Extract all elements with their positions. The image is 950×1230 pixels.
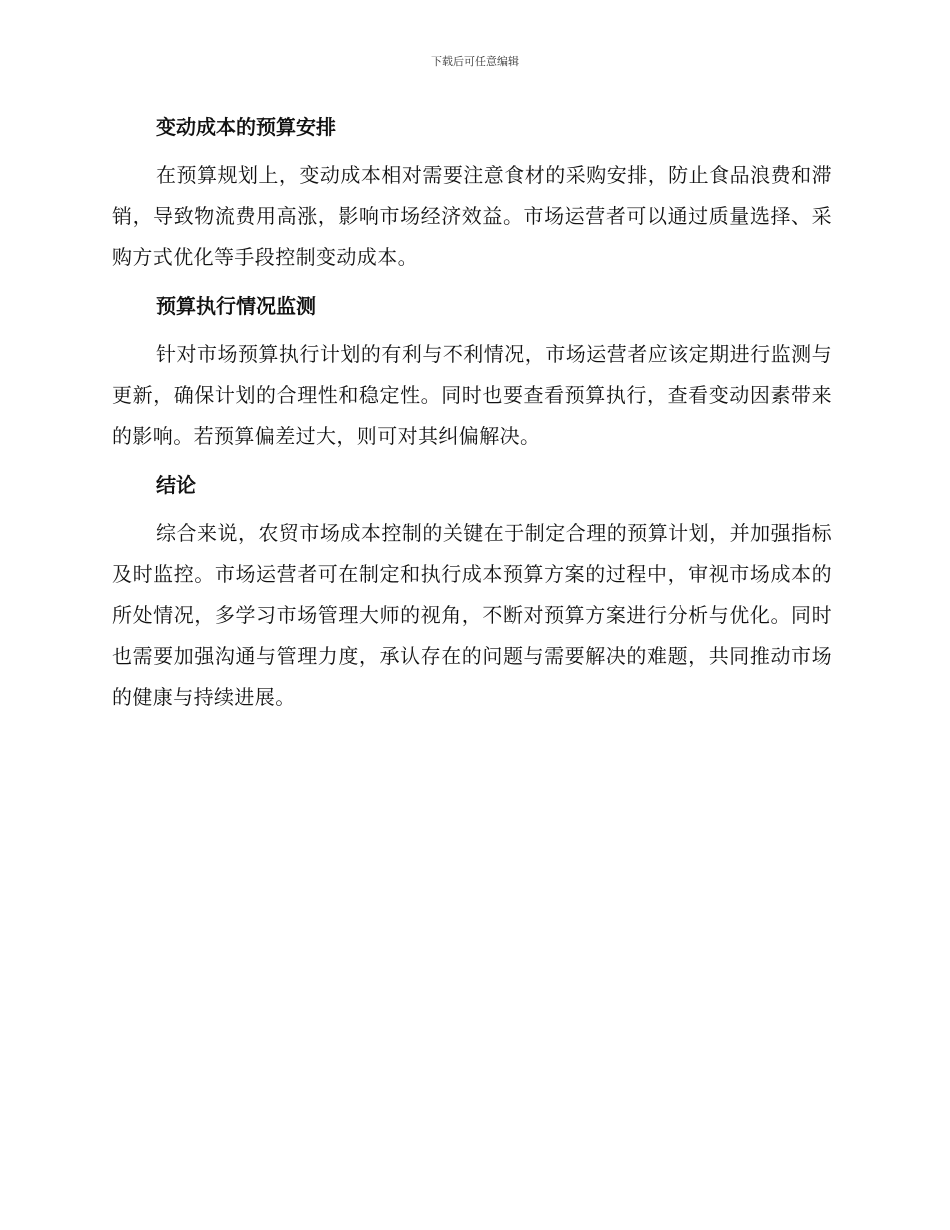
section-heading-budget-monitoring: 预算执行情况监测 bbox=[156, 294, 316, 318]
section-heading-variable-cost-budget: 变动成本的预算安排 bbox=[156, 115, 336, 139]
section-paragraph-budget-monitoring: 针对市场预算执行计划的有利与不利情况，市场运营者应该定期进行监测与更新，确保计划的合理性和稳定性。同时也要查看预算执行，查看变动因素带来的影响。若预算偏差过大，则可对其纠偏解决。 bbox=[112, 342, 832, 448]
section-paragraph-conclusion: 综合来说，农贸市场成本控制的关键在于制定合理的预算计划，并加强指标及时监控。市场运营者可在制定和执行成本预算方案的过程中，审视市场成本的所处情况，多学习市场管理大师的视角，不断对预算方案进行分析与优化。同时也需要加强沟通与管理力度，承认存在的问题与需要解决的难题，共同推动市场的健康与持续进展。 bbox=[112, 521, 832, 709]
document-body bbox=[112, 111, 832, 718]
section-paragraph-variable-cost-budget: 在预算规划上，变动成本相对需要注意食材的采购安排，防止食品浪费和滞销，导致物流费用高涨，影响市场经济效益。市场运营者可以通过质量选择、采购方式优化等手段控制变动成本。 bbox=[112, 163, 832, 269]
section-heading-conclusion: 结论 bbox=[156, 473, 196, 497]
page-header: 下载后可任意编辑 bbox=[431, 55, 519, 68]
